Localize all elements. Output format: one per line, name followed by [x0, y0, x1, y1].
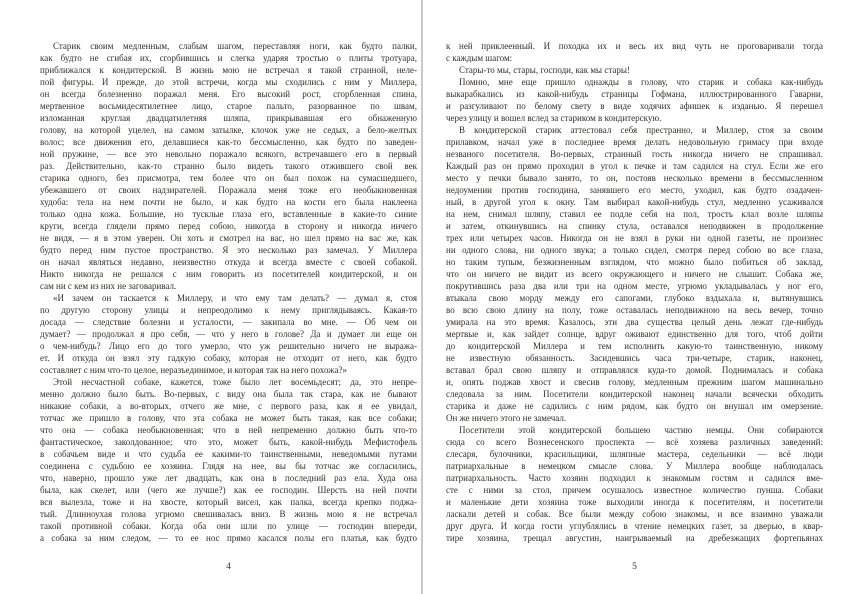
text-line: вставал брал свою шляпу и отправлялся куда-то домой. Поднималась и собака	[446, 365, 823, 375]
text-line: место у печки бывало занято, то он, постояв несколько времени в бессмысленном	[446, 173, 823, 183]
text-line: мертвые и, как зайдет солнце, вдруг оживают единственно для того, чтоб дойти	[446, 329, 823, 339]
text-line: только одна кожа. Большие, но тусклые глаза его, вставленные в какие-то синие	[40, 209, 417, 219]
text-line: патриархальность. Часто хозяин подходил к знакомым гостям и садился вме-	[446, 473, 823, 483]
text-line: была, как скелет, или (чего же лучше?) как ее господин. Шерсть на ней почти	[40, 485, 417, 495]
text-line: вся вылезла, тоже и на хвосте, который висел, как палка, всегда крепко поджа-	[40, 497, 417, 507]
text-line: как будто не сгибая их, сгорбившись и слегка ударяя тростью о плиты тротуара,	[40, 53, 417, 63]
text-line: сам ни с кем из них не заговаривал.	[40, 281, 177, 291]
text-line: менно должно было быть. Во-первых, с виду она была так стара, как не бывают	[40, 389, 417, 399]
text-line: ной пружине, — все это невольно поражало всякого, встречавшего его в первый	[40, 149, 417, 159]
text-line: старика одного, без присмотра, тем более что он был похож на сумасшедшего,	[40, 173, 417, 183]
text-line: через улицу и вошел вслед за стариком в кондитерскую.	[446, 113, 662, 123]
text-line: «И зачем он таскается к Миллеру, и что ему там делать? — думал я, стоя	[53, 293, 417, 303]
text-line: к ней приклеенный. И походка их и весь их вид чуть не проговаривали тогда	[446, 41, 823, 51]
text-line: досада — следствие болезни и усталости, — закипала во мне. — Об чем он	[40, 317, 417, 327]
text-line: и разгуливают по белому свету в виде ходячих афишек к изданью. Я перешел	[446, 101, 823, 111]
text-line: не известную обязанность. Засидевшись часа три-четыре, старик, наконец,	[446, 353, 823, 363]
text-line: с каждым шагом:	[446, 53, 513, 63]
text-line: никакие собаки, а во-вторых, отчего же мне, с первого раза, как я ее увидал,	[40, 401, 417, 411]
text-line: во всю свою длину на полу, тоже оставалась неподвижною на весь вечер, точно	[446, 305, 823, 315]
text-line: такой противной собаки. Когда оба они шли по улице — господин впереди,	[40, 521, 417, 531]
text-line: о чем-нибудь? Лицо его до того умерло, что уж решительно ничего не выража-	[40, 341, 417, 351]
text-line: и, опять поджав хвост и свесив голову, медленным прежним шагом машинально	[446, 377, 823, 387]
text-line: Он же ничего этого не замечал.	[446, 413, 567, 423]
text-line: по другую сторону улицы и непреодолимо к нему приглядываясь. Какая-то	[40, 305, 417, 315]
text-line: думает? — продолжал я про себя, — что у него в голове? Да и думает ли еще он	[40, 329, 417, 339]
text-line: что, наверно, прошло уже лет двадцать, как она в последний раз ела. Худа она	[40, 473, 417, 483]
text-line: приближался к кондитерской. В жизнь мою не встречал я такой странной, неле-	[40, 65, 417, 75]
text-line: ет. И откуда он взял эту гадкую собаку, которая не отходит от него, как будто	[40, 353, 417, 363]
text-line: ни одного слова, ни одного звука; а только сидел, смотря перед собою во все глаза,	[446, 245, 823, 255]
text-line: Этой несчастной собаке, кажется, тоже было лет восемьдесят; да, это непре-	[53, 377, 417, 387]
text-line: тый. Длинноухая голова угрюмо свешивалась вниз. В жизнь мою я не встречал	[40, 509, 417, 519]
text-line: составляет с ним что-то целое, неразъединимое, и которая так на него похожа?»	[40, 365, 347, 375]
text-line: и маленькие дети хозяина тоже выходили иногда к посетителям, и посетители	[446, 497, 823, 507]
text-line: круги, всегда глядели прямо перед собою, никогда в сторону и никогда ничего	[40, 221, 417, 231]
text-line: ласкали детей и собак. Все были между собою знакомы, и все взаимно уважали	[446, 509, 823, 519]
text-line: Каждый раз он прямо проходил в угол к печке и там садился на стул. Если же его	[446, 161, 823, 171]
text-line: старика и даже не садились с ним рядом, как будто он внушал им омерзение.	[446, 401, 823, 411]
text-line: трех или четырех часов. Никогда он не взял в руки ни одной газеты, не произнес	[446, 233, 823, 243]
text-line: друг друга. И когда гости углублялись в чтение немецких газет, за дверью, в квар-	[446, 521, 823, 531]
text-line: мертвенное восьмидесятилетнее лицо, старое пальто, разорванное по швам,	[40, 101, 417, 111]
text-line: тире хозяина, трещал августин, наигрываемый на дребезжащих фортепьянах	[446, 533, 823, 543]
text-line: изломанная круглая двадцатилетняя шляпа, прикрывавшая его обнаженную	[40, 113, 417, 123]
text-line: на нем, снимал шляпу, ставил ее подле себя на пол, трость клал возле шляпы	[446, 209, 823, 219]
text-line: соединена с судьбою ее хозяина. Глядя на нее, вы бы тотчас же согласились,	[40, 461, 417, 471]
text-line: и затем, откинувшись на спинку стула, оставался неподвижен в продолжение	[446, 221, 823, 231]
text-line: что она — собака необыкновенная; что в ней непременно должно быть что-то	[40, 425, 417, 435]
text-line: Помню, мне еще пришло однажды в голову, что старик и собака как-нибудь	[459, 77, 823, 87]
right-page-number: 5	[632, 562, 637, 572]
text-line: не видя, — я в этом уверен. Он хоть и смотрел на вас, но шел прямо на вас же, как	[40, 233, 417, 243]
text-line: раз. Действительно, как-то странно было видеть такого отжившего свой век	[40, 161, 417, 171]
left-page-number: 4	[226, 562, 231, 572]
text-line: слесаря, булочники, красильщики, шляпные мастера, седельники — всё люди	[446, 449, 823, 459]
text-line: будто перед ним пустое пространство. Я это несколько раз замечал. У Миллера	[40, 245, 417, 255]
left-page	[0, 0, 421, 594]
text-line: он всегда болезненно поражал меня. Его высокий рост, сгорбленная спина,	[40, 89, 417, 99]
text-line: в собачьем виде и что судьба ее какими-то таинственными, неведомыми путами	[40, 449, 417, 459]
text-line: сюда со всего Вознесенского проспекта — всё хозяева различных заведений:	[446, 437, 823, 447]
text-line: Посетители этой кондитерской большею частию немцы. Они собираются	[459, 425, 823, 435]
text-line: а собака за ним следом, — то ее нос прямо касался полы его платья, как будто	[40, 533, 417, 543]
text-line: покрутившись раза два или три на одном месте, угрюмо укладывалась у ног его,	[446, 281, 823, 291]
text-line: он начал являться недавно, неизвестно откуда и всегда вместе с своей собакой.	[40, 257, 417, 267]
text-line: Никто никогда не решался с ним говорить из посетителей кондитерской, и он	[40, 269, 417, 279]
text-line: патриархальные в немецком смысле слова. У Миллера вообще наблюдалась	[446, 461, 823, 471]
text-line: до кондитерской Миллера и тем исполнить какую-то таинственную, никому	[446, 341, 823, 351]
text-line: прилавком, начал уже в последнее время делать недовольную гримасу при входе	[446, 137, 823, 147]
text-line: ный, в другой угол к окну. Там выбирал какой-нибудь стул, медленно усаживался	[446, 197, 823, 207]
text-line: сте с ними за стол, причем осушалось известное количество пунша. Собаки	[446, 485, 823, 495]
text-line: В кондитерской старик аттестовал себя престранно, и Миллер, стоя за своим	[459, 125, 823, 135]
left-page-text	[40, 40, 417, 544]
text-line: тотчас же пришло в голову, что эта собака не может быть такая, как все собаки;	[40, 413, 417, 423]
text-line: фантастическое, заколдованное; что это, может быть, какой-нибудь Мефистофель	[40, 437, 417, 447]
text-line: пой фигуры. И прежде, до этой встречи, когда мы сходились с ним у Миллера,	[40, 77, 417, 87]
text-line: худоба: тела на нем почти не было, и как будто на кости его была наклеена	[40, 197, 417, 207]
text-line: втыкала свою морду между его сапогами, глубоко вздыхала и, вытянувшись	[446, 293, 823, 303]
text-line: волос; все движения его, делавшиеся как-то бессмысленно, как будто по заведен-	[40, 137, 417, 147]
text-line: голову, на которой уцелел, на самом затылке, клочок уже не седых, а бело-желтых	[40, 125, 417, 135]
text-line: выкарабкались из какой-нибудь страницы Гофмана, иллюстрированного Гаварни,	[446, 89, 823, 99]
text-line: недоумении против господина, занявшего его место, уходил, как будто озадачен-	[446, 185, 823, 195]
right-page-text	[446, 40, 823, 544]
text-line: умирала на это время. Казалось, эти два существа целый день лежат где-нибудь	[446, 317, 823, 327]
text-line: следовала за ним. Посетители кондитерской наконец начали всячески обходить	[446, 389, 823, 399]
text-line: Старик своим медленным, слабым шагом, переставляя ноги, как будто палки,	[53, 41, 417, 51]
text-line: что он ничего не видит из всего окружающего и ничего не слышит. Собака же,	[446, 269, 823, 279]
text-line: Стары-то мы, стары, господи, как мы стары!	[459, 65, 630, 75]
text-line: но таким тупым, безжизненным взглядом, что можно было побиться об заклад,	[446, 257, 823, 267]
text-line: убежавшего от своих надзирателей. Поражала меня тоже его необыкновенная	[40, 185, 417, 195]
text-line: незваного посетителя. Во-первых, странный гость никогда ничего не спрашивал.	[446, 149, 823, 159]
right-page	[423, 0, 843, 594]
